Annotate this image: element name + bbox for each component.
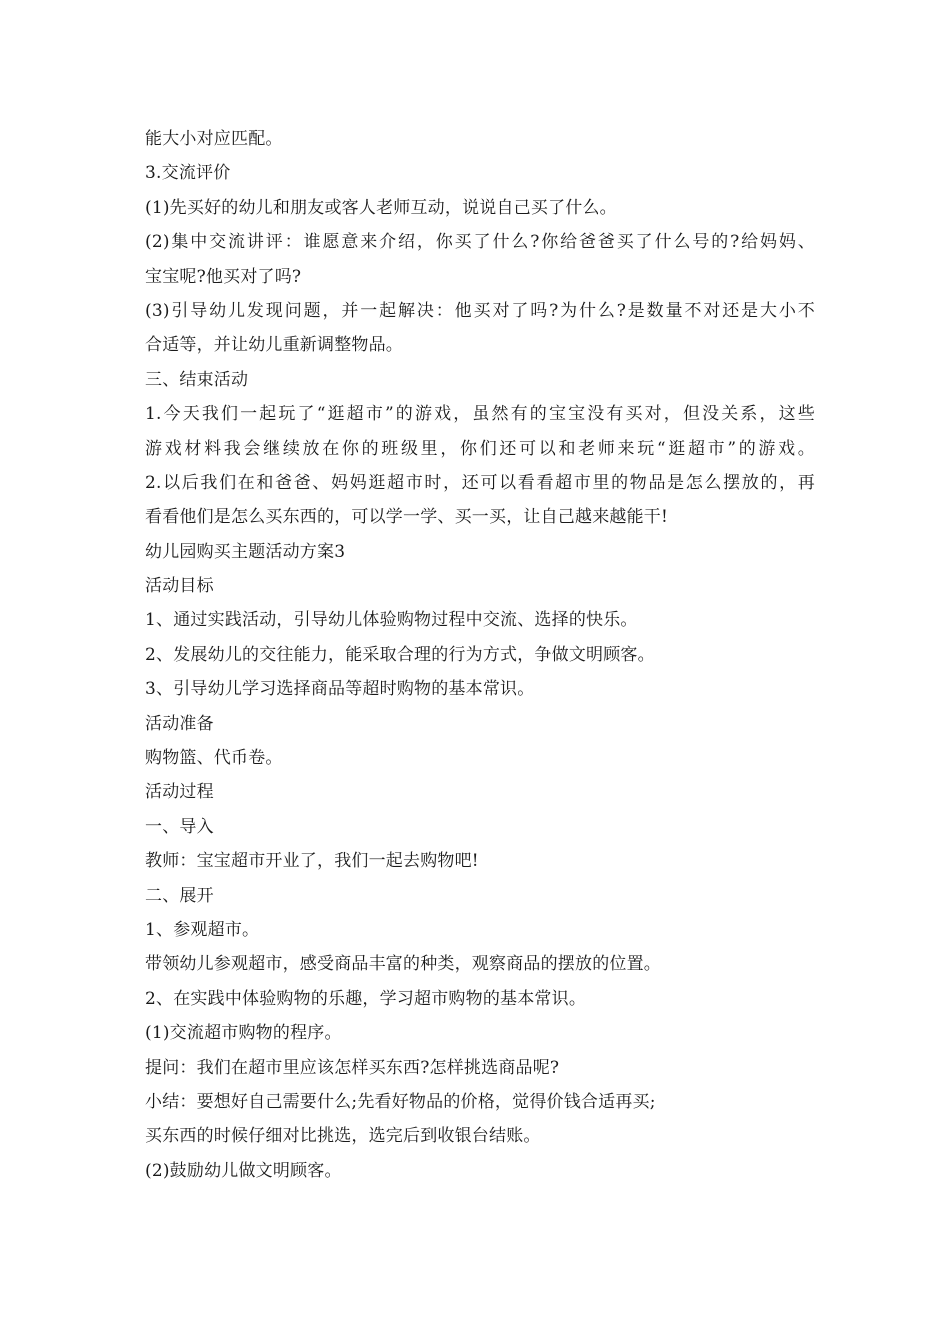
text-line: 宝宝呢?他买对了吗? [145, 266, 302, 287]
text-line: (1)交流超市购物的程序。 [145, 1023, 342, 1044]
text-line: 教师：宝宝超市开业了，我们一起去购物吧! [145, 851, 479, 872]
text-line: (3)引导幼儿发现问题，并一起解决：他买对了吗?为什么?是数量不对还是大小不 [145, 300, 815, 321]
text-line: 购物篮、代币卷。 [145, 748, 283, 769]
text-line: 2、发展幼儿的交往能力，能采取合理的行为方式，争做文明顾客。 [145, 644, 655, 665]
text-line: 提问：我们在超市里应该怎样买东西?怎样挑选商品呢? [145, 1057, 560, 1078]
document-body [145, 122, 815, 1188]
text-line: (2)集中交流讲评：谁愿意来介绍，你买了什么?你给爸爸买了什么号的?给妈妈、 [145, 232, 815, 253]
text-line: 小结：要想好自己需要什么;先看好物品的价格，觉得价钱合适再买; [145, 1091, 656, 1112]
text-line: 活动过程 [145, 782, 214, 803]
text-line: 一、导入 [145, 816, 214, 837]
text-line: 1、通过实践活动，引导幼儿体验购物过程中交流、选择的快乐。 [145, 610, 638, 631]
text-line: 看看他们是怎么买东西的，可以学一学、买一买，让自己越来越能干! [145, 507, 669, 528]
text-line: 三、结束活动 [145, 369, 249, 390]
text-line: 买东西的时候仔细对比挑选，选完后到收银台结账。 [145, 1126, 541, 1147]
text-line: 二、展开 [145, 885, 214, 906]
text-line: 3、引导幼儿学习选择商品等超时购物的基本常识。 [145, 679, 535, 700]
text-line: 能大小对应匹配。 [145, 129, 283, 149]
text-line: (1)先买好的幼儿和朋友或客人老师互动，说说自己买了什么。 [145, 197, 617, 218]
text-line: 3.交流评价 [145, 163, 231, 184]
text-line: 2、在实践中体验购物的乐趣，学习超市购物的基本常识。 [145, 988, 587, 1009]
text-line: 游戏材料我会继续放在你的班级里，你们还可以和老师来玩“逛超市”的游戏。 [145, 438, 815, 459]
text-line: 带领幼儿参观超市，感受商品丰富的种类，观察商品的摆放的位置。 [145, 954, 661, 975]
text-line: 活动准备 [145, 713, 214, 734]
text-line: (2)鼓励幼儿做文明顾客。 [145, 1160, 342, 1181]
text-line: 1.今天我们一起玩了“逛超市”的游戏，虽然有的宝宝没有买对，但没关系，这些 [145, 404, 815, 425]
text-line: 1、参观超市。 [145, 919, 260, 940]
text-line: 2.以后我们在和爸爸、妈妈逛超市时，还可以看看超市里的物品是怎么摆放的，再 [145, 472, 815, 493]
text-line: 幼儿园购买主题活动方案3 [145, 541, 346, 562]
text-line: 合适等，并让幼儿重新调整物品。 [145, 335, 403, 356]
text-line: 活动目标 [145, 576, 214, 597]
